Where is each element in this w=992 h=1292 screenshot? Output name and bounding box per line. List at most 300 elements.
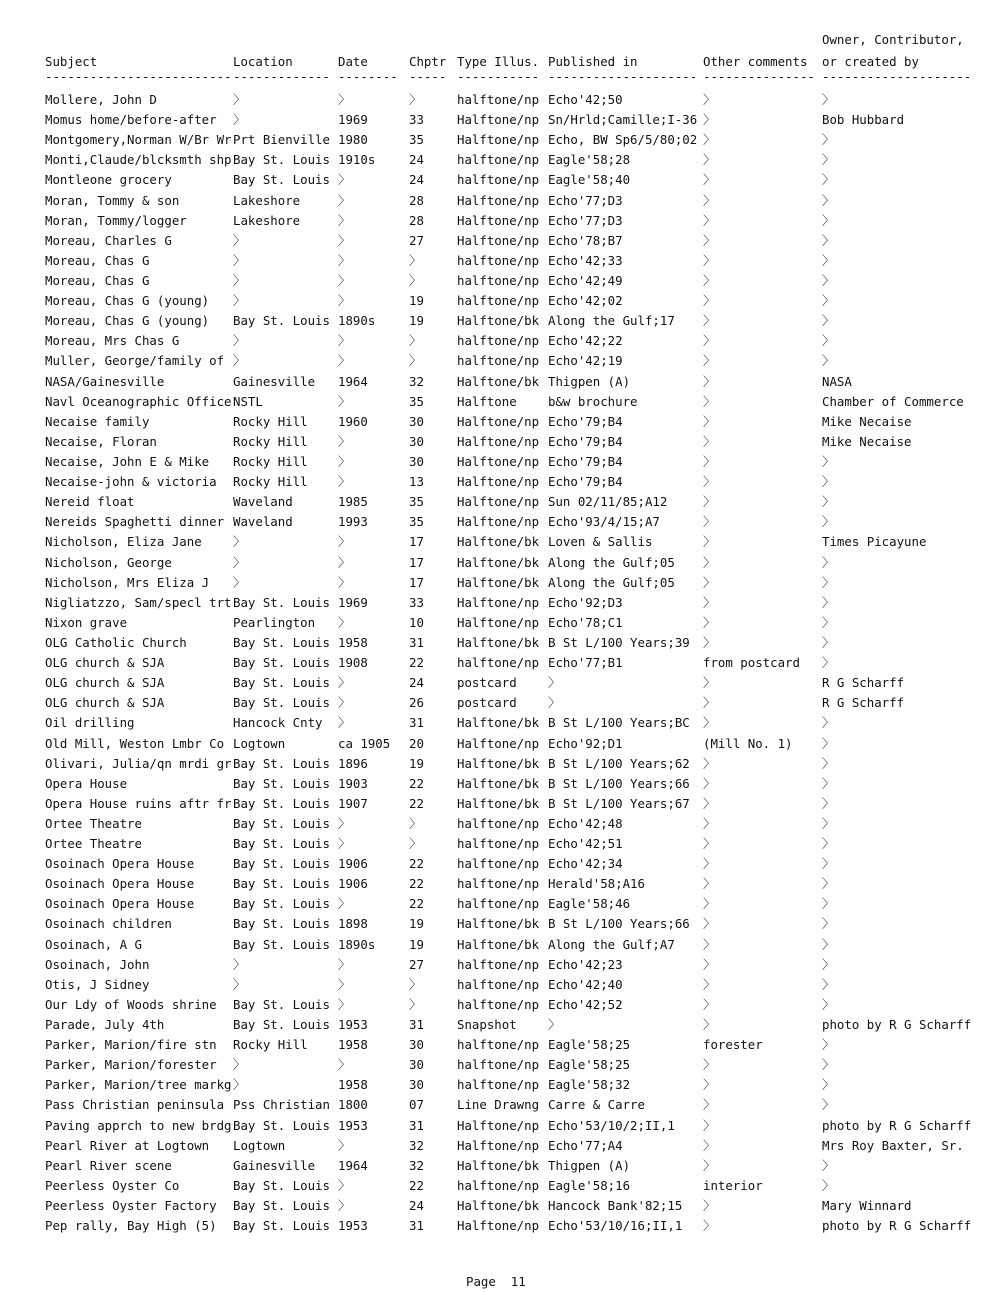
location-cell: Bay St. Louis — [233, 675, 330, 691]
chapter-cell: 22 — [409, 876, 424, 892]
owner-cell: 〉 — [822, 1157, 835, 1173]
other-comments-cell: 〉 — [703, 152, 716, 168]
date-underline: -------- — [338, 69, 398, 84]
table-row — [0, 351, 992, 371]
table-row — [0, 653, 992, 673]
date-cell: 〉 — [338, 836, 351, 852]
type-illus-cell: Halftone/np — [457, 494, 540, 510]
owner-cell: 〉 — [822, 494, 835, 510]
date-cell: 〉 — [338, 252, 351, 268]
chapter-cell: 22 — [409, 775, 424, 791]
subject-cell: Muller, George/family of — [45, 353, 225, 369]
owner-cell: 〉 — [822, 836, 835, 852]
date-cell: 〉 — [338, 815, 351, 831]
table-row — [0, 1095, 992, 1115]
subject-cell: Paving apprch to new brdg — [45, 1117, 232, 1133]
location-cell: Bay St. Louis — [233, 1177, 330, 1193]
subject-cell: Moreau, Chas G (young) — [45, 313, 210, 329]
other-comments-cell: 〉 — [703, 293, 716, 309]
table-row — [0, 231, 992, 251]
subject-cell: Nereid float — [45, 494, 135, 510]
table-row — [0, 693, 992, 713]
published-in-cell: Along the Gulf;05 — [548, 574, 675, 590]
owner-cell: 〉 — [822, 252, 835, 268]
location-underline: ------------- — [233, 69, 330, 84]
type-illus-cell: Halftone/bk — [457, 795, 540, 811]
owner-header-line2: or created by — [822, 54, 919, 69]
owner-cell: Mike Necaise — [822, 413, 912, 429]
subject-cell: OLG church & SJA — [45, 655, 165, 671]
table-row — [0, 130, 992, 150]
chapter-cell: 19 — [409, 293, 424, 309]
owner-cell: 〉 — [822, 192, 835, 208]
other-comments-cell: 〉 — [703, 433, 716, 449]
type-illus-cell: Halftone/bk — [457, 1198, 540, 1214]
other-comments-cell: 〉 — [703, 112, 716, 128]
owner-cell: Mrs Roy Baxter, Sr. — [822, 1137, 964, 1153]
type-illus-cell: Halftone/bk — [457, 534, 540, 550]
location-cell: Logtown — [233, 735, 286, 751]
chapter-cell: 13 — [409, 474, 424, 490]
date-cell: 1993 — [338, 514, 368, 530]
chapter-cell: 〉 — [409, 92, 422, 107]
location-cell: Bay St. Louis — [233, 655, 330, 671]
location-cell: 〉 — [233, 112, 246, 128]
other-comments-cell: 〉 — [703, 775, 716, 791]
other-comments-cell: 〉 — [703, 916, 716, 932]
location-cell: Prt Bienville — [233, 132, 330, 148]
subject-underline: ------------------------- — [45, 69, 232, 84]
location-cell: 〉 — [233, 554, 246, 570]
published-in-cell: Echo'92;D1 — [548, 735, 623, 751]
date-cell: 〉 — [338, 554, 351, 570]
published-in-cell: Hancock Bank'82;15 — [548, 1198, 683, 1214]
date-cell: 1907 — [338, 795, 368, 811]
location-cell: Bay St. Louis — [233, 876, 330, 892]
chapter-cell: 31 — [409, 1218, 424, 1234]
table-row — [0, 90, 992, 110]
location-cell: Bay St. Louis — [233, 152, 330, 168]
other-comments-cell: 〉 — [703, 313, 716, 329]
location-cell: 〉 — [233, 534, 246, 550]
other-comments-cell: 〉 — [703, 956, 716, 972]
published-in-cell: Echo'42;49 — [548, 272, 623, 288]
published-in-cell: Echo'42;50 — [548, 92, 623, 107]
date-cell: 〉 — [338, 333, 351, 349]
table-row — [0, 432, 992, 452]
date-cell: 〉 — [338, 1057, 351, 1073]
other-comments-cell: 〉 — [703, 1218, 716, 1234]
table-row — [0, 1156, 992, 1176]
other-underline: --------------- — [703, 69, 815, 84]
owner-cell: 〉 — [822, 1057, 835, 1073]
subject-cell: Nixon grave — [45, 614, 128, 630]
published-in-cell: Echo'77;B1 — [548, 655, 623, 671]
subject-cell: Nicholson, Mrs Eliza J — [45, 574, 210, 590]
chapter-cell: 24 — [409, 675, 424, 691]
subject-cell: Moreau, Charles G — [45, 232, 172, 248]
table-row — [0, 633, 992, 653]
chapter-cell: 19 — [409, 755, 424, 771]
type-illus-cell: Halftone/bk — [457, 715, 540, 731]
published-in-cell: Echo'53/10/2;II,1 — [548, 1117, 675, 1133]
location-cell: Bay St. Louis — [233, 775, 330, 791]
location-cell: Lakeshore — [233, 212, 301, 228]
other-comments-cell: interior — [703, 1177, 763, 1193]
published-in-cell: Echo'42;40 — [548, 976, 623, 992]
subject-cell: Osoinach, John — [45, 956, 150, 972]
table-row — [0, 955, 992, 975]
subject-cell: OLG church & SJA — [45, 695, 165, 711]
owner-cell: 〉 — [822, 474, 835, 490]
owner-cell: 〉 — [822, 453, 835, 469]
published-in-cell: Echo'93/4/15;A7 — [548, 514, 660, 530]
subject-cell: Olivari, Julia/qn mrdi gr — [45, 755, 232, 771]
type-illus-cell: Halftone/np — [457, 433, 540, 449]
type-illus-cell: halftone/np — [457, 353, 540, 369]
table-row — [0, 1176, 992, 1196]
subject-cell: Nereids Spaghetti dinner — [45, 514, 225, 530]
owner-cell: 〉 — [822, 755, 835, 771]
owner-cell: Bob Hubbard — [822, 112, 905, 128]
published-in-cell: 〉 — [548, 675, 561, 691]
table-row — [0, 512, 992, 532]
type-illus-cell: Halftone/np — [457, 232, 540, 248]
owner-cell: 〉 — [822, 1037, 835, 1053]
location-cell: Gainesville — [233, 373, 316, 389]
other-comments-cell: 〉 — [703, 1097, 716, 1113]
type-illus-cell: Halftone/np — [457, 132, 540, 148]
date-cell: 1958 — [338, 1037, 368, 1053]
published-underline: -------------------- — [548, 69, 698, 84]
other-comments-cell: 〉 — [703, 353, 716, 369]
location-cell: Bay St. Louis — [233, 594, 330, 610]
table-row — [0, 271, 992, 291]
other-comments-cell: 〉 — [703, 936, 716, 952]
location-cell: Bay St. Louis — [233, 313, 330, 329]
type-illus-cell: Halftone/bk — [457, 373, 540, 389]
chapter-cell: 30 — [409, 1037, 424, 1053]
subject-cell: Necaise, Floran — [45, 433, 157, 449]
subject-cell: OLG church & SJA — [45, 675, 165, 691]
published-in-cell: Echo'42;02 — [548, 293, 623, 309]
chapter-cell: 〉 — [409, 836, 422, 852]
subject-cell: Moreau, Chas G (young) — [45, 293, 210, 309]
date-cell: 1985 — [338, 494, 368, 510]
owner-cell: 〉 — [822, 956, 835, 972]
published-in-cell: Echo, BW Sp6/5/80;02 — [548, 132, 698, 148]
published-in-cell: Echo'77;D3 — [548, 212, 623, 228]
location-cell: 〉 — [233, 333, 246, 349]
other-comments-cell: 〉 — [703, 996, 716, 1012]
type-illus-cell: halftone/np — [457, 956, 540, 972]
date-cell: 〉 — [338, 996, 351, 1012]
published-in-cell: Eagle'58;28 — [548, 152, 631, 168]
chapter-cell: 30 — [409, 413, 424, 429]
other-comments-cell: 〉 — [703, 413, 716, 429]
location-cell: Rocky Hill — [233, 474, 308, 490]
type-illus-cell: Line Drawng — [457, 1097, 540, 1113]
published-in-cell: Echo'42;34 — [548, 856, 623, 872]
subject-cell: Our Ldy of Woods shrine — [45, 996, 217, 1012]
date-cell: 〉 — [338, 695, 351, 711]
owner-cell: Times Picayune — [822, 534, 927, 550]
owner-cell: Mary Winnard — [822, 1198, 912, 1214]
table-row — [0, 1196, 992, 1216]
date-cell: 〉 — [338, 534, 351, 550]
owner-cell: 〉 — [822, 152, 835, 168]
owner-cell: 〉 — [822, 92, 835, 107]
owner-cell: photo by R G Scharff — [822, 1017, 972, 1033]
location-cell: 〉 — [233, 956, 246, 972]
chapter-cell: 30 — [409, 453, 424, 469]
type-underline: ----------- — [457, 69, 540, 84]
owner-cell: 〉 — [822, 132, 835, 148]
date-cell: 〉 — [338, 192, 351, 208]
type-illus-cell: Halftone/bk — [457, 313, 540, 329]
table-row — [0, 794, 992, 814]
type-illus-cell: halftone/np — [457, 1077, 540, 1093]
owner-cell: 〉 — [822, 1177, 835, 1193]
column-header-row — [0, 52, 992, 70]
published-in-cell: Eagle'58;25 — [548, 1057, 631, 1073]
subject-cell: Oil drilling — [45, 715, 135, 731]
published-in-cell: Thigpen (A) — [548, 1157, 631, 1173]
chapter-cell: 35 — [409, 393, 424, 409]
location-cell: Bay St. Louis — [233, 896, 330, 912]
location-cell: 〉 — [233, 252, 246, 268]
published-in-cell: Echo'42;23 — [548, 956, 623, 972]
table-row — [0, 211, 992, 231]
chapter-cell: 35 — [409, 132, 424, 148]
type-illus-cell: halftone/np — [457, 815, 540, 831]
chapter-cell: 22 — [409, 655, 424, 671]
published-in-cell: b&w brochure — [548, 393, 638, 409]
chapter-cell: 28 — [409, 192, 424, 208]
table-row — [0, 1116, 992, 1136]
location-cell: Bay St. Louis — [233, 836, 330, 852]
date-cell: 1969 — [338, 594, 368, 610]
type-illus-cell: halftone/np — [457, 333, 540, 349]
other-comments-cell: 〉 — [703, 333, 716, 349]
published-in-cell: Thigpen (A) — [548, 373, 631, 389]
date-cell: 〉 — [338, 976, 351, 992]
type-illus-cell: Halftone/np — [457, 594, 540, 610]
owner-cell: 〉 — [822, 856, 835, 872]
other-comments-cell: 〉 — [703, 534, 716, 550]
other-comments-cell: 〉 — [703, 815, 716, 831]
table-row — [0, 311, 992, 331]
date-cell: 1890s — [338, 313, 376, 329]
published-in-cell: Echo'42;33 — [548, 252, 623, 268]
type-illus-cell: halftone/np — [457, 856, 540, 872]
type-illus-cell: halftone/np — [457, 976, 540, 992]
published-in-cell: Echo'42;48 — [548, 815, 623, 831]
date-cell: 〉 — [338, 715, 351, 731]
other-comments-cell: 〉 — [703, 172, 716, 188]
type-illus-cell: halftone/np — [457, 252, 540, 268]
table-row — [0, 372, 992, 392]
other-comments-cell: 〉 — [703, 92, 716, 107]
subject-cell: Pep rally, Bay High (5) — [45, 1218, 217, 1234]
subject-cell: Parker, Marion/tree markg — [45, 1077, 232, 1093]
published-in-cell: Echo'53/10/16;II,1 — [548, 1218, 683, 1234]
other-comments-cell: 〉 — [703, 474, 716, 490]
chapter-cell: 〉 — [409, 272, 422, 288]
type-illus-cell: halftone/np — [457, 172, 540, 188]
location-cell: Bay St. Louis — [233, 634, 330, 650]
type-illus-cell: halftone/np — [457, 896, 540, 912]
type-illus-cell: halftone/np — [457, 92, 540, 107]
date-cell: 〉 — [338, 1137, 351, 1153]
location-cell: NSTL — [233, 393, 263, 409]
date-cell: 〉 — [338, 614, 351, 630]
published-in-cell: Eagle'58;16 — [548, 1177, 631, 1193]
subject-cell: Necaise family — [45, 413, 150, 429]
subject-cell: Moran, Tommy & son — [45, 192, 180, 208]
date-cell: ca 1905 — [338, 735, 391, 751]
owner-cell: 〉 — [822, 574, 835, 590]
table-row — [0, 613, 992, 633]
date-cell: 1903 — [338, 775, 368, 791]
date-cell: 1910s — [338, 152, 376, 168]
location-cell: Bay St. Louis — [233, 755, 330, 771]
published-in-cell: Echo'79;B4 — [548, 453, 623, 469]
table-row — [0, 1216, 992, 1236]
subject-cell: Necaise, John E & Mike — [45, 453, 210, 469]
location-cell: 〉 — [233, 1057, 246, 1073]
other-comments-cell: 〉 — [703, 373, 716, 389]
subject-cell: Osoinach Opera House — [45, 896, 195, 912]
date-cell: 1896 — [338, 755, 368, 771]
type-illus-cell: Halftone/bk — [457, 936, 540, 952]
other-comments-cell: 〉 — [703, 453, 716, 469]
owner-cell: 〉 — [822, 614, 835, 630]
table-row — [0, 532, 992, 552]
other-comments-cell: 〉 — [703, 1157, 716, 1173]
other-comments-cell: 〉 — [703, 252, 716, 268]
type-illus-cell: Halftone/np — [457, 413, 540, 429]
chapter-cell: 33 — [409, 594, 424, 610]
owner-cell: 〉 — [822, 815, 835, 831]
chapter-cell: 19 — [409, 313, 424, 329]
chapter-cell: 31 — [409, 1017, 424, 1033]
table-row — [0, 150, 992, 170]
other-comments-cell: (Mill No. 1) — [703, 735, 793, 751]
table-row — [0, 553, 992, 573]
location-cell: Bay St. Louis — [233, 1198, 330, 1214]
table-row — [0, 713, 992, 733]
chapter-cell: 10 — [409, 614, 424, 630]
date-cell: 〉 — [338, 453, 351, 469]
location-cell: Waveland — [233, 494, 293, 510]
chapter-cell: 30 — [409, 433, 424, 449]
other-comments-cell: 〉 — [703, 594, 716, 610]
location-cell: 〉 — [233, 92, 246, 107]
chapter-cell: 32 — [409, 373, 424, 389]
date-cell: 〉 — [338, 956, 351, 972]
subject-cell: Parker, Marion/fire stn — [45, 1037, 217, 1053]
location-cell: Gainesville — [233, 1157, 316, 1173]
published-in-cell: Carre & Carre — [548, 1097, 645, 1113]
owner-cell: NASA — [822, 373, 852, 389]
published-in-cell: Eagle'58;25 — [548, 1037, 631, 1053]
type-illus-cell: Halftone/np — [457, 514, 540, 530]
published-in-cell: Echo'79;B4 — [548, 413, 623, 429]
chapter-cell: 35 — [409, 494, 424, 510]
type-illus-cell: halftone/np — [457, 272, 540, 288]
date-cell: 〉 — [338, 433, 351, 449]
type-illus-cell: halftone/np — [457, 152, 540, 168]
subject-cell: Parker, Marion/forester — [45, 1057, 217, 1073]
published-in-cell: Along the Gulf;A7 — [548, 936, 675, 952]
header-underline-row — [0, 70, 992, 84]
chapter-cell: 22 — [409, 856, 424, 872]
chapter-cell: 24 — [409, 172, 424, 188]
table-row — [0, 734, 992, 754]
date-cell: 1980 — [338, 132, 368, 148]
type-illus-cell: halftone/np — [457, 996, 540, 1012]
published-in-cell: Echo'77;D3 — [548, 192, 623, 208]
chapter-cell: 〉 — [409, 815, 422, 831]
owner-cell: 〉 — [822, 896, 835, 912]
chapter-cell: 22 — [409, 1177, 424, 1193]
chapter-cell: 31 — [409, 1117, 424, 1133]
other-comments-cell: forester — [703, 1037, 763, 1053]
chapter-cell: 〉 — [409, 976, 422, 992]
location-cell: Bay St. Louis — [233, 1017, 330, 1033]
other-comments-cell: 〉 — [703, 132, 716, 148]
table-row — [0, 331, 992, 351]
chapter-cell: 24 — [409, 1198, 424, 1214]
table-row — [0, 291, 992, 311]
type-illus-cell: Halftone/np — [457, 192, 540, 208]
subject-cell: Otis, J Sidney — [45, 976, 150, 992]
subject-cell: Parade, July 4th — [45, 1017, 165, 1033]
owner-cell: 〉 — [822, 353, 835, 369]
location-cell: Rocky Hill — [233, 433, 308, 449]
date-cell: 〉 — [338, 353, 351, 369]
location-cell: Bay St. Louis — [233, 172, 330, 188]
location-cell: 〉 — [233, 272, 246, 288]
type-illus-cell: halftone/np — [457, 876, 540, 892]
date-cell: 1898 — [338, 916, 368, 932]
date-cell: 1964 — [338, 1157, 368, 1173]
table-row — [0, 935, 992, 955]
type-illus-cell: Halftone/bk — [457, 574, 540, 590]
table-row — [0, 854, 992, 874]
other-comments-cell: 〉 — [703, 876, 716, 892]
other-comments-cell: 〉 — [703, 212, 716, 228]
other-comments-cell: 〉 — [703, 614, 716, 630]
other-comments-cell: 〉 — [703, 1198, 716, 1214]
table-row — [0, 914, 992, 934]
published-in-cell: Echo'42;52 — [548, 996, 623, 1012]
location-cell: 〉 — [233, 353, 246, 369]
published-in-cell: Echo'78;C1 — [548, 614, 623, 630]
location-header: Location — [233, 54, 293, 69]
type-illus-cell: Halftone/np — [457, 1137, 540, 1153]
date-cell: 〉 — [338, 232, 351, 248]
table-row — [0, 995, 992, 1015]
type-illus-cell: Halftone/bk — [457, 775, 540, 791]
type-illus-cell: halftone/np — [457, 836, 540, 852]
published-in-cell: Eagle'58;40 — [548, 172, 631, 188]
published-in-cell: Loven & Sallis — [548, 534, 653, 550]
type-illus-cell: Halftone/bk — [457, 634, 540, 650]
date-cell: 1953 — [338, 1218, 368, 1234]
table-row — [0, 452, 992, 472]
